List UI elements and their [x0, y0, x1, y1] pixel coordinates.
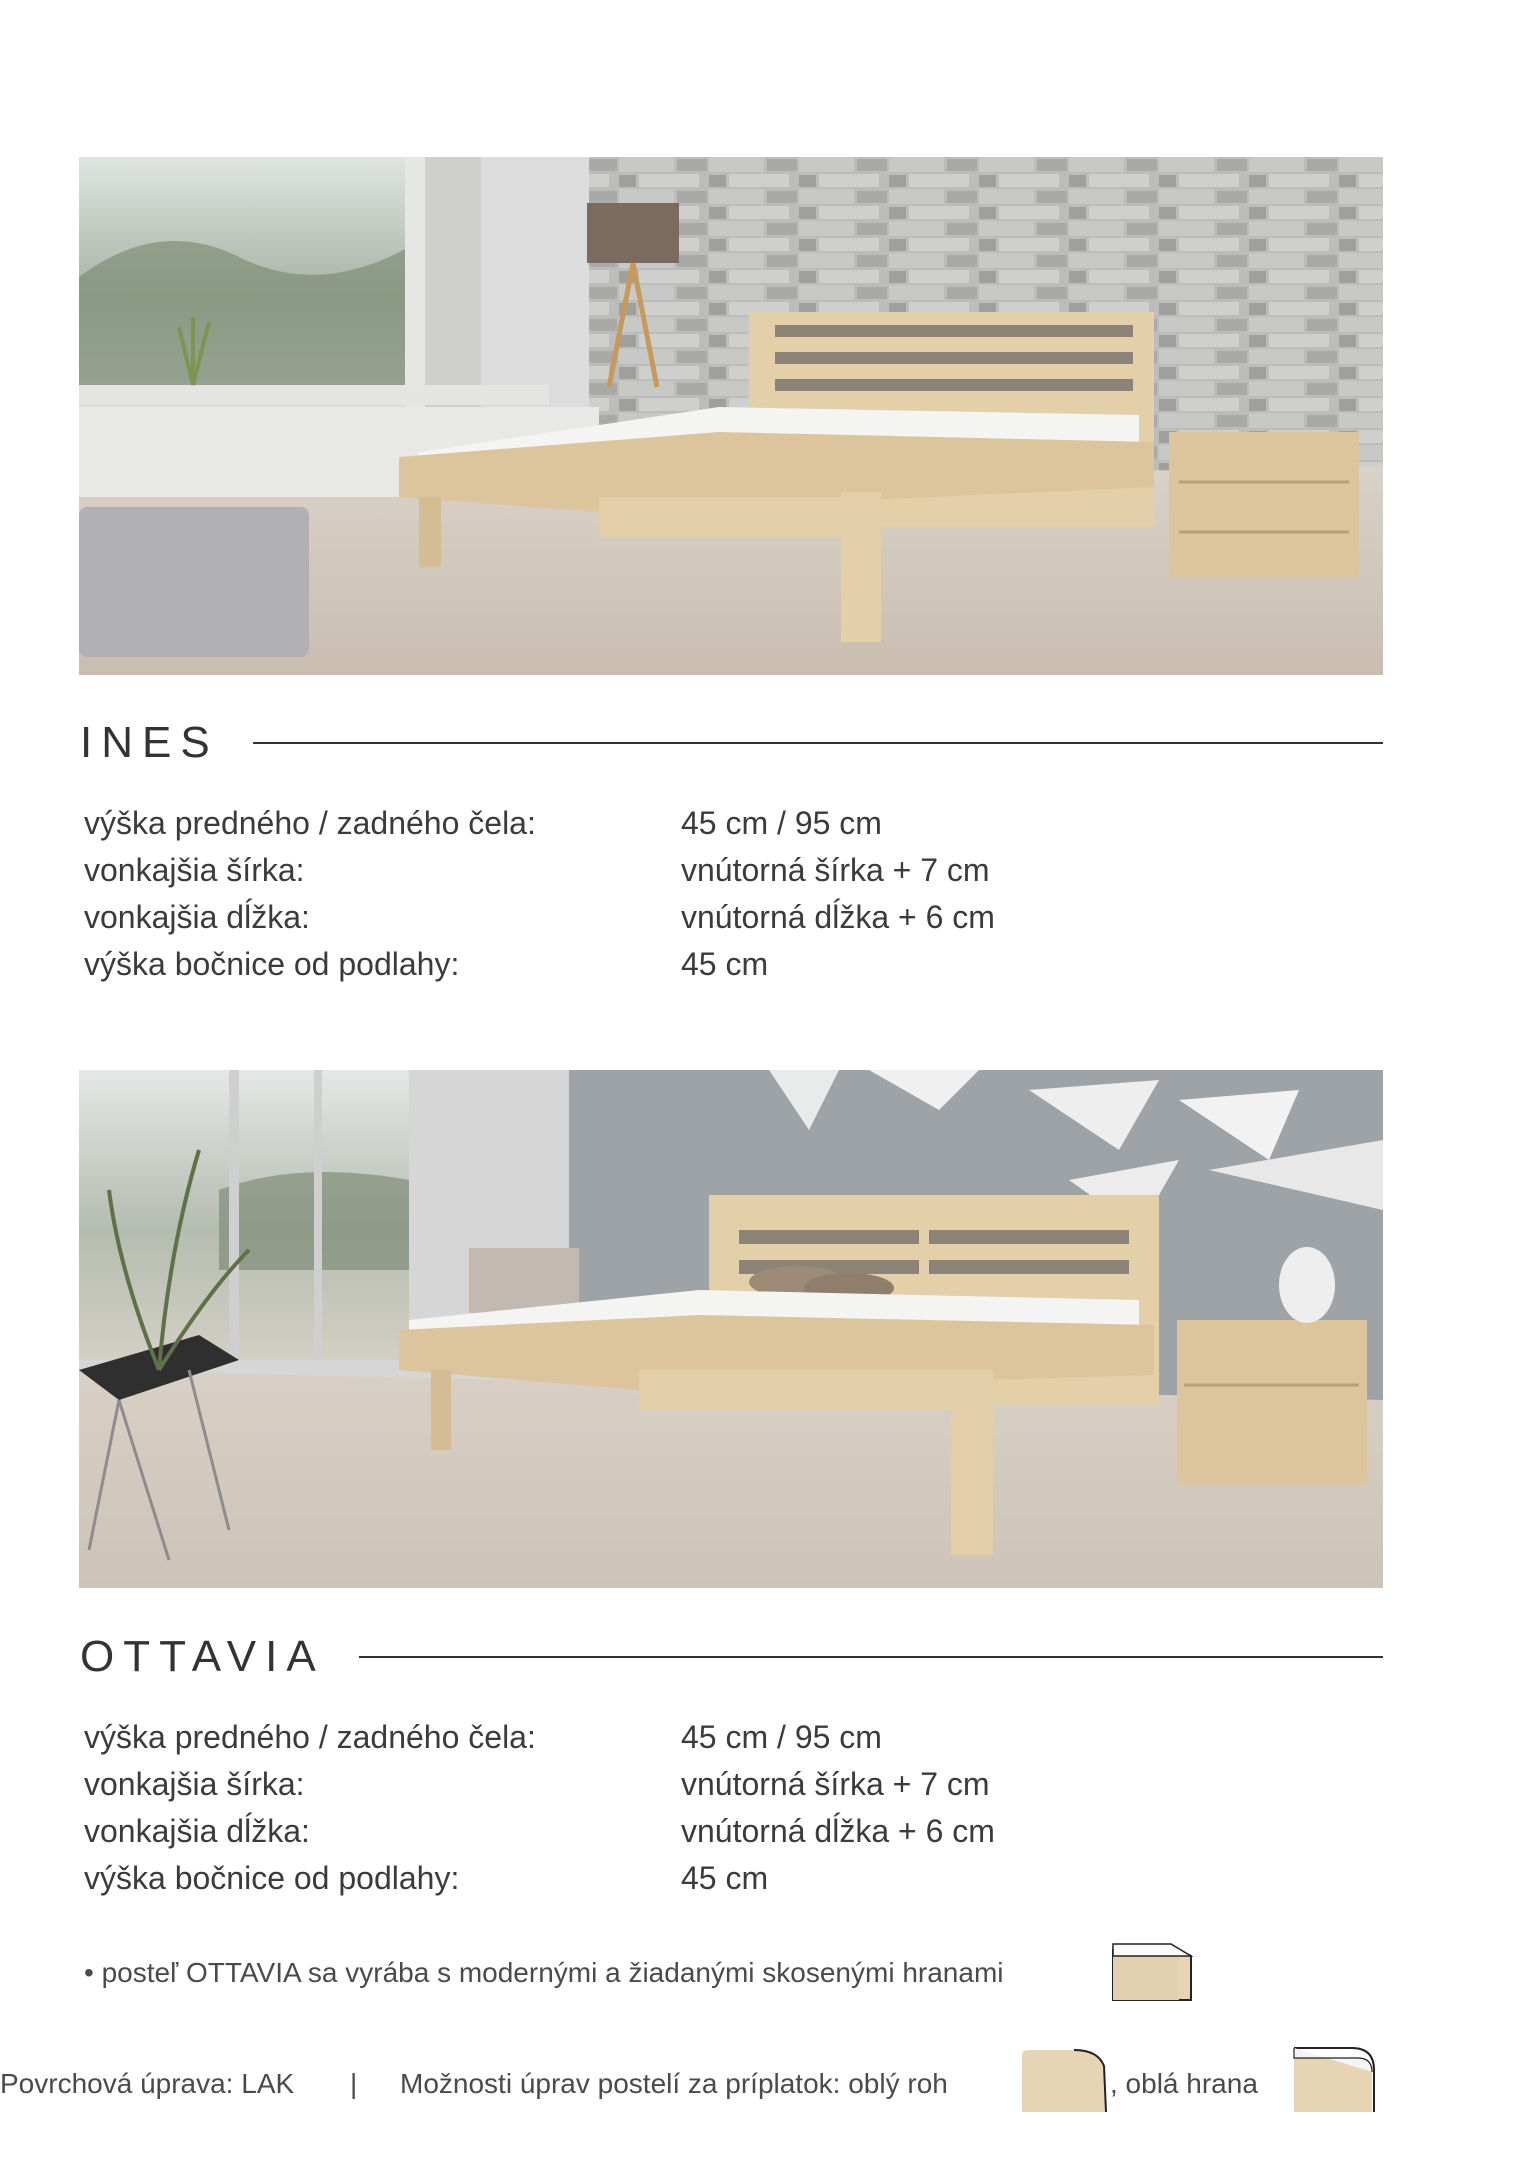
spec-row — [84, 1808, 1084, 1855]
round-edge-icon — [1292, 2044, 1376, 2114]
spec-row — [84, 847, 1084, 894]
spec-row — [84, 1855, 1084, 1902]
spec-value: vnútorná dĺžka + 6 cm — [681, 1813, 995, 1849]
spec-value: vnútorná šírka + 7 cm — [681, 1766, 990, 1802]
bevel-note: • posteľ OTTAVIA sa vyrába s modernými a žiadanými skosenými hranami — [84, 1957, 1004, 1988]
spec-row — [84, 894, 1084, 941]
round-edge-text: , oblá hrana — [1110, 2068, 1258, 2099]
spec-value: 45 cm / 95 cm — [681, 805, 882, 841]
spec-label: výška bočnice od podlahy: — [84, 946, 460, 982]
spec-row — [84, 941, 1084, 988]
spec-label: výška predného / zadného čela: — [84, 1719, 536, 1755]
spec-value: vnútorná šírka + 7 cm — [681, 852, 990, 888]
ines-bed-photo — [79, 157, 1383, 675]
surface-finish: Povrchová úprava: LAK — [0, 2068, 295, 2099]
spec-label: vonkajšia dĺžka: — [84, 1813, 310, 1849]
spec-row — [84, 1714, 1084, 1761]
spec-label: vonkajšia šírka: — [84, 1766, 305, 1802]
round-corner-icon — [1020, 2046, 1108, 2114]
product-title: OTTAVIA — [80, 1632, 325, 1681]
product-title: INES — [80, 718, 219, 767]
bevel-edge-icon — [1111, 1942, 1193, 2002]
ottavia-specs — [84, 1714, 1084, 1902]
spec-value: 45 cm — [681, 1860, 769, 1896]
spec-label: výška bočnice od podlahy: — [84, 1860, 460, 1896]
spec-row — [84, 1761, 1084, 1808]
surcharge-options: Možnosti úprav postelí za príplatok: oblý roh — [400, 2068, 948, 2099]
product-title-row — [80, 1627, 1383, 1687]
spec-label: výška predného / zadného čela: — [84, 805, 536, 841]
product-title-row — [80, 713, 1383, 773]
ottavia-bed-photo — [79, 1070, 1383, 1588]
spec-row — [84, 800, 1084, 847]
footer-separator: | — [350, 2068, 358, 2099]
ines-specs — [84, 800, 1084, 988]
spec-label: vonkajšia dĺžka: — [84, 899, 310, 935]
spec-value: vnútorná dĺžka + 6 cm — [681, 899, 995, 935]
spec-label: vonkajšia šírka: — [84, 852, 305, 888]
title-divider — [359, 1656, 1383, 1658]
spec-value: 45 cm — [681, 946, 769, 982]
title-divider — [253, 742, 1383, 744]
spec-value: 45 cm / 95 cm — [681, 1719, 882, 1755]
